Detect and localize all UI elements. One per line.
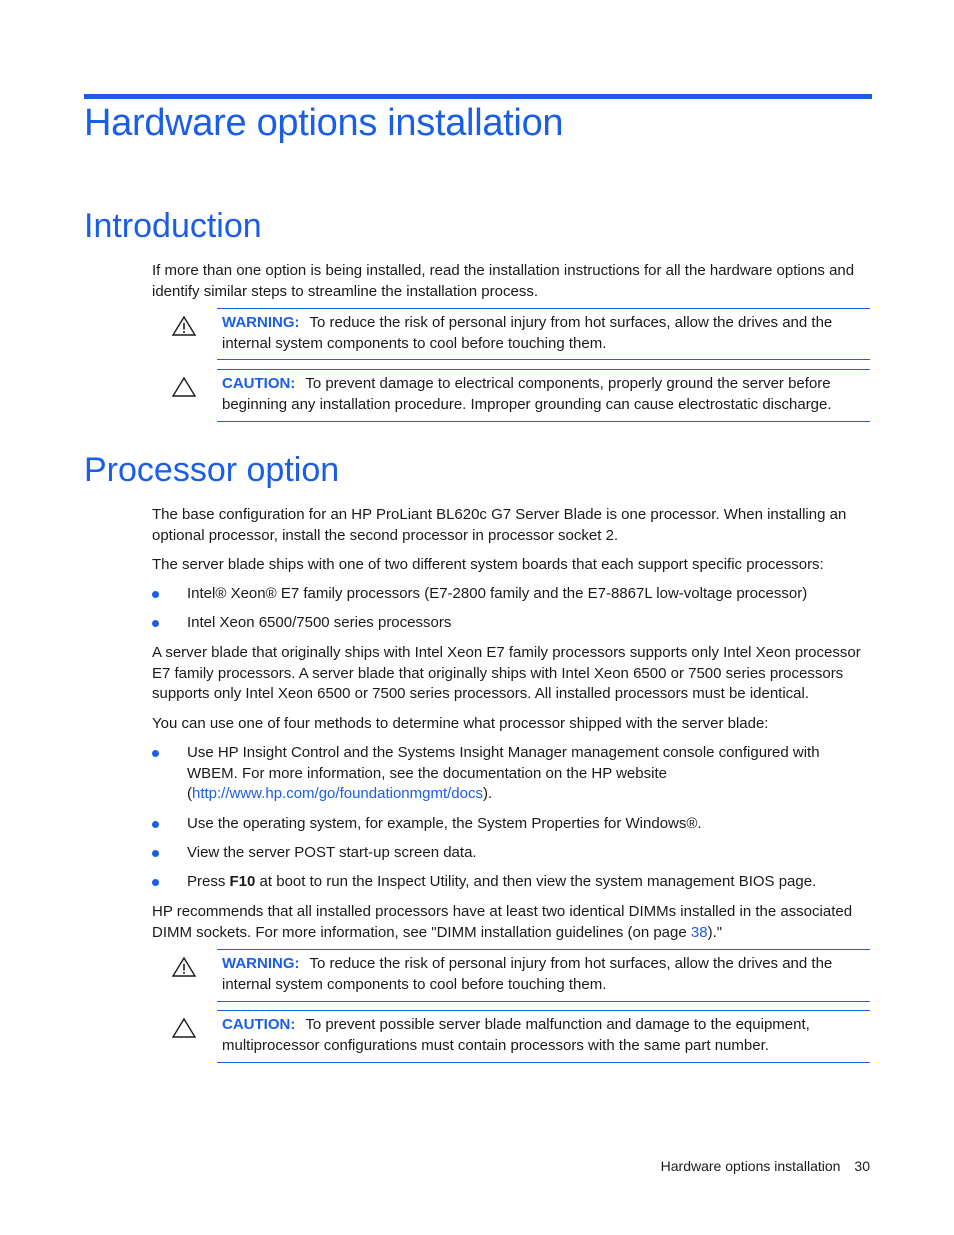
- caution-label: CAUTION:: [222, 1016, 296, 1033]
- processor-paragraph-3: A server blade that originally ships with Intel Xeon E7 family processors supports only Intel Xeon processor E7 family processors. A server blade that originally ships with Intel Xeon 6500 or 7500 series processors supports only Intel Xeon 6500 or 7500 series processors. All installed processors must be identical.: [152, 644, 861, 702]
- page-number: 30: [854, 1158, 870, 1174]
- caution-triangle-icon: [171, 376, 197, 398]
- caution-notice: [152, 369, 872, 422]
- processor-paragraph-2: The server blade ships with one of two different system boards that each support specific processors:: [152, 556, 824, 573]
- warning-label: WARNING:: [222, 955, 300, 972]
- chapter-rule: [84, 94, 872, 99]
- footer-section-title: Hardware options installation: [660, 1158, 841, 1174]
- processor-paragraph-1: The base configuration for an HP ProLiant BL620c G7 Server Blade is one processor. When installing an optional processor, install the second processor in processor socket 2.: [152, 506, 847, 544]
- warning-triangle-icon: [171, 956, 197, 978]
- warning-triangle-icon: [171, 315, 197, 337]
- introduction-paragraph: If more than one option is being installed, read the installation instructions for all the hardware options and identify similar steps to streamline the installation process.: [152, 262, 855, 300]
- caution-label: CAUTION:: [222, 375, 296, 392]
- warning-notice: [152, 949, 872, 1002]
- f10-key: F10: [229, 873, 256, 890]
- warning-text: WARNING: To reduce the risk of personal injury from hot surfaces, allow the drives and the internal system components to cool before touching them.: [222, 314, 833, 352]
- bullet-icon: [152, 750, 159, 757]
- warning-text: WARNING: To reduce the risk of personal injury from hot surfaces, allow the drives and the internal system components to cool before touching them.: [222, 955, 833, 993]
- bullet-icon: [152, 620, 159, 627]
- warning-label: WARNING:: [222, 314, 300, 331]
- caution-triangle-icon: [171, 1017, 197, 1039]
- caution-text: CAUTION: To prevent possible server blade malfunction and damage to the equipment, multiprocessor configurations must contain processors with the same part number.: [222, 1016, 810, 1054]
- bullet-icon: [152, 850, 159, 857]
- bullet-icon: [152, 879, 159, 886]
- page-38-link[interactable]: 38: [690, 923, 708, 941]
- document-page: Hardware options installation Introduction If more than one option is being installed, read the installation instructions for all the hardware options and identify similar steps to streamline the installation process. WARNING: To reduce the risk of personal injury from hot surfaces, allow the drives and the internal system components to cool before touching them. CAUTION: To prevent damage to electrical components, properly ground the server before beginning any installation procedure. Improper grounding can cause electrostatic discharge. Processor option The base configuration for an HP ProLiant BL620c G7 Server Blade is one processor. When installing an optional processor, install the second processor in processor socket 2. The server blade ships with one of two different system boards that each support specific processors: Intel® Xeon® E7 family processors (E7-2800 family and the E7-8867L low-voltage processor) Intel Xeon 6500/7500 series processors A server blade that originally ships with Intel Xeon E7 family processors supports only Intel Xeon processor E7 family processors. A server blade that originally ships with Intel Xeon 6500 or 7500 series processors supports only Intel Xeon 6500 or 7500 series processors. All installed processors must be identical. You can use one of four methods to determine what processor shipped with the server blade: Use HP Insight Control and the Systems Insight Manager management console configured with WBEM. For more information, see the documentation on the HP website (http://www.hp.com/go/foundationmgmt/docs). Use the operating system, for example, the System Properties for Windows®. View the server POST start-up screen data. Press F10 at boot to run the Inspect Utility, and then view the system management BIOS page. HP recommends that all installed processors have at least two identical DIMMs installed in the associated DIMM sockets. For more information, see "DIMM installation guidelines (on page 38)." WARNING: To reduce the risk of personal injury from hot surfaces, allow the drives and the internal system components to cool before touching them. CAUTION: To prevent possible server blade malfunction and damage to the equipment, multiprocessor configurations must contain processors with the same part number. Hardware options installation 30: [0, 0, 954, 1235]
- caution-notice: [152, 1010, 872, 1063]
- introduction-heading: Introduction: [84, 207, 262, 245]
- processor-paragraph-5: HP recommends that all installed processors have at least two identical DIMMs installed in the associated DIMM sockets. For more information, see "DIMM installation guidelines (on page 38).": [152, 903, 853, 941]
- bullet-icon: [152, 821, 159, 828]
- page-footer: [661, 1158, 870, 1174]
- bullet-icon: [152, 591, 159, 598]
- foundationmgmt-docs-link[interactable]: http://www.hp.com/go/foundationmgmt/docs: [192, 785, 483, 802]
- warning-notice: [152, 308, 872, 360]
- caution-text: CAUTION: To prevent damage to electrical components, properly ground the server before beginning any installation procedure. Improper grounding can cause electrostatic discharge.: [222, 375, 832, 413]
- chapter-title: Hardware options installation: [84, 102, 564, 144]
- processor-paragraph-4: You can use one of four methods to determine what processor shipped with the server blade:: [152, 715, 769, 732]
- processor-heading: Processor option: [84, 451, 340, 489]
